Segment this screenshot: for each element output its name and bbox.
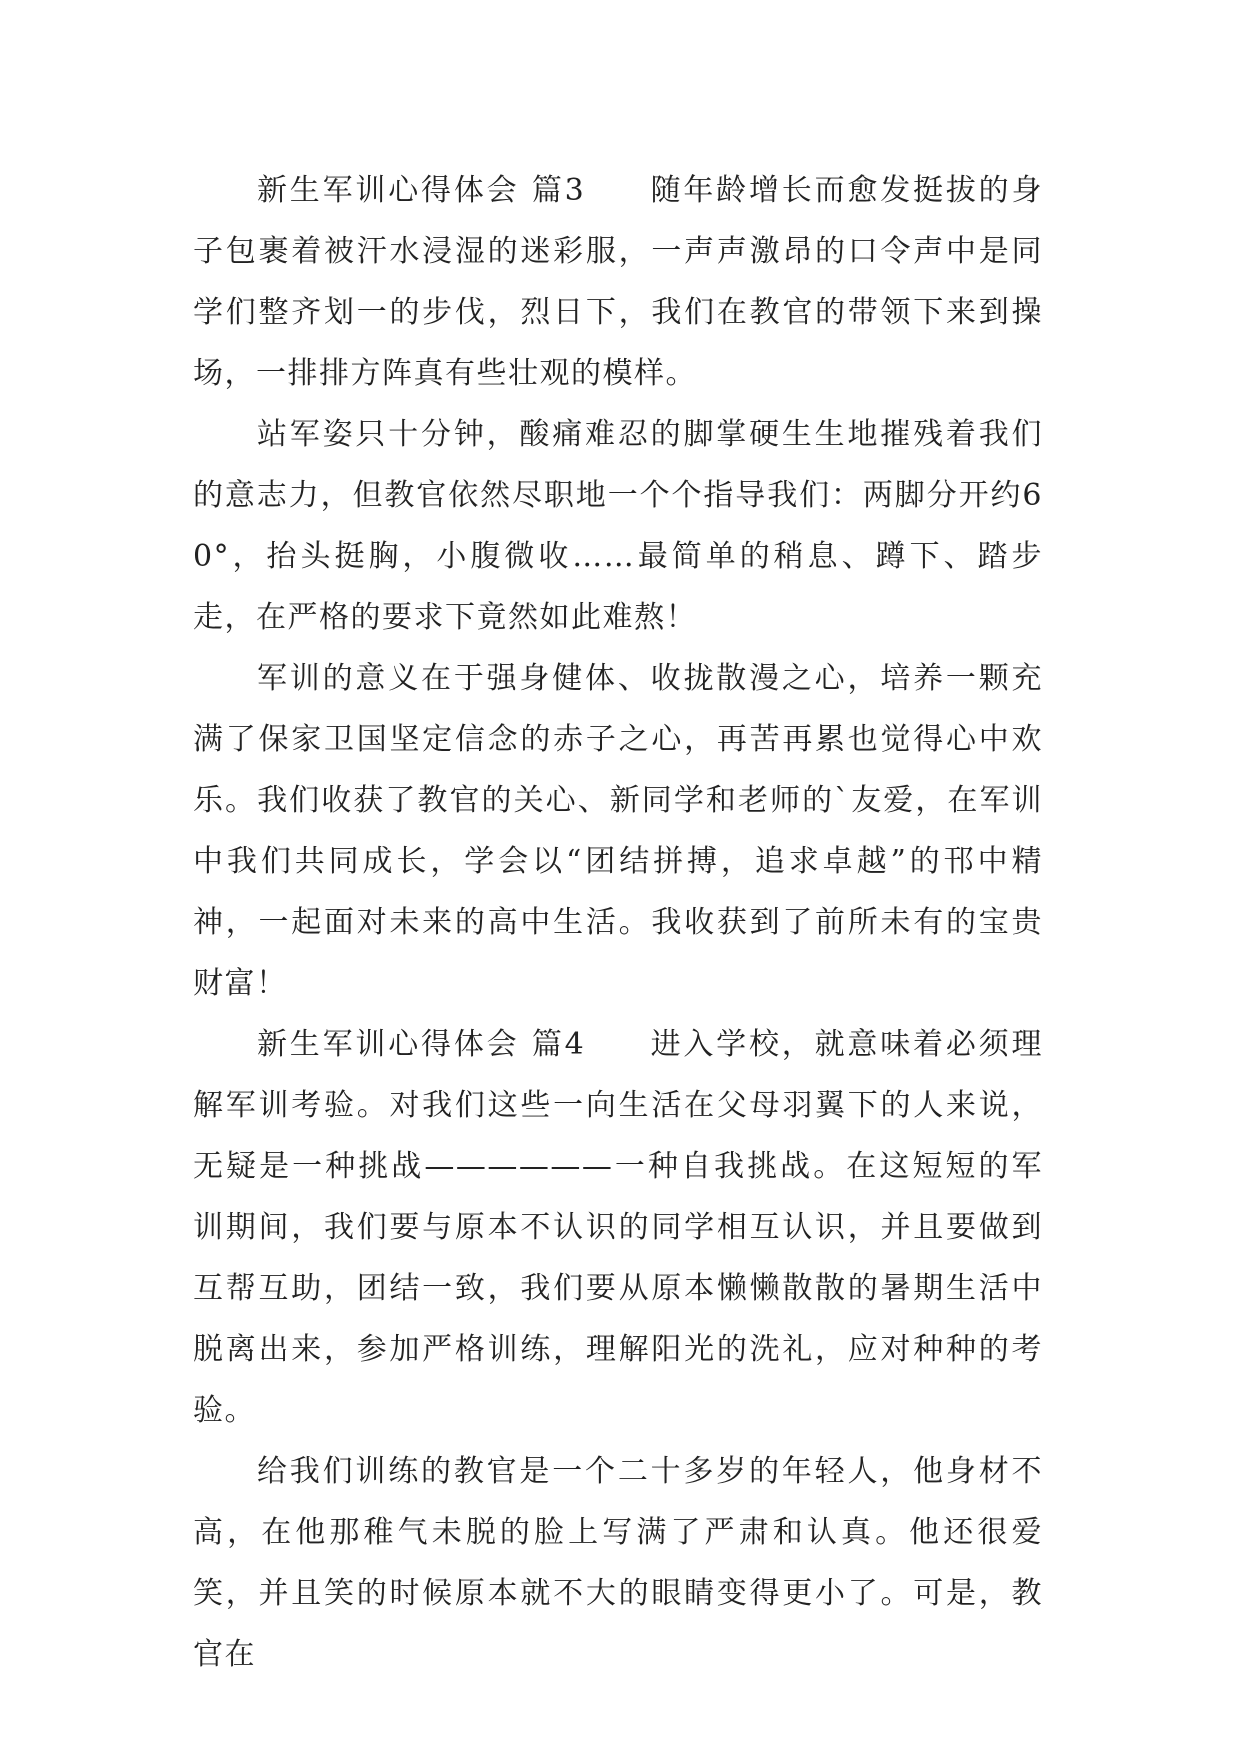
section3-intro-paragraph [193, 160, 1043, 404]
section3-paragraph-1: 随年龄增长而愈发挺拔的身子包裹着被汗水浸湿的迷彩服，一声声激昂的口令声中是同学们整齐划一的步伐，烈日下，我们在教官的带领下来到操场，一排排方阵真有些壮观的模样。 [193, 173, 1043, 391]
section4-heading: 新生军训心得体会 篇4 [257, 1027, 586, 1062]
section3-paragraph-3: 军训的意义在于强身健体、收拢散漫之心，培养一颗充满了保家卫国坚定信念的赤子之心，再苦再累也觉得心中欢乐。我们收获了教官的关心、新同学和老师的`友爱，在军训中我们共同成长，学会以“团结拼搏，追求卓越”的邗中精神，一起面对未来的高中生活。我收获到了前所未有的宝贵财富！ [193, 661, 1043, 1001]
section3-paragraph-2: 站军姿只十分钟，酸痛难忍的脚掌硬生生地摧残着我们的意志力，但教官依然尽职地一个个指导我们：两脚分开约60°，抬头挺胸，小腹微收……最简单的稍息、蹲下、踏步走，在严格的要求下竟然如此难熬！ [193, 417, 1043, 635]
section3-heading: 新生军训心得体会 篇3 [257, 173, 586, 208]
document-body [193, 160, 1043, 1685]
section4-intro-paragraph [193, 1014, 1043, 1441]
section4-paragraph-2: 给我们训练的教官是一个二十多岁的年轻人，他身材不高，在他那稚气未脱的脸上写满了严肃和认真。他还很爱笑，并且笑的时候原本就不大的眼睛变得更小了。可是，教官在 [193, 1454, 1043, 1672]
section4-paragraph-1: 进入学校，就意味着必须理解军训考验。对我们这些一向生活在父母羽翼下的人来说，无疑是一种挑战——————一种自我挑战。在这短短的军训期间，我们要与原本不认识的同学相互认识，并且要做到互帮互助，团结一致，我们要从原本懒懒散散的暑期生活中脱离出来，参加严格训练，理解阳光的洗礼，应对种种的考验。 [193, 1027, 1043, 1428]
